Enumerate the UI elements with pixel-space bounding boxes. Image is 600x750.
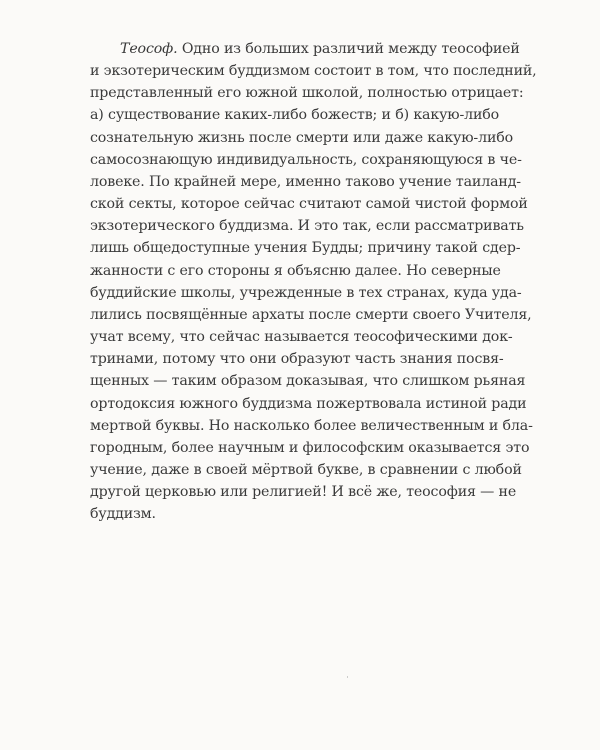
paragraph-line: а) существование каких-либо божеств; и б) какую-либо xyxy=(90,107,500,124)
paragraph-line: лились посвящённые архаты после смерти своего Учителя, xyxy=(90,306,532,323)
paragraph-line: щенных — таким образом доказывая, что слишком рьяная xyxy=(90,373,526,390)
paragraph-line: тринами, потому что они образуют часть знания посвя- xyxy=(90,351,504,368)
body-paragraph xyxy=(90,38,537,525)
print-mark xyxy=(347,676,348,678)
speaker-label: Теософ. xyxy=(120,41,178,57)
paragraph-line: другой церковью или религией! И всё же, теософия — не xyxy=(90,484,517,501)
paragraph-line: городным, более научным и философским оказывается это xyxy=(90,439,530,456)
paragraph-line-text: Одно из больших различий между теософией xyxy=(181,41,520,57)
paragraph-line: ловеке. По крайней мере, именно таково учение таиланд- xyxy=(90,173,521,190)
paragraph-line: сознательную жизнь после смерти или даже какую-либо xyxy=(90,129,514,146)
paragraph-line: буддизм. xyxy=(90,506,156,523)
paragraph-line: представленный его южной школой, полностью отрицает: xyxy=(90,85,524,102)
paragraph-line: учат всему, что сейчас называется теософическими док- xyxy=(90,329,513,346)
paragraph-line: самосознающую индивидуальность, сохраняющуюся в че- xyxy=(90,151,522,168)
paragraph-line: лишь общедоступные учения Будды; причину такой сдер- xyxy=(90,240,521,257)
paragraph-line: ортодоксия южного буддизма пожертвовала истиной ради xyxy=(90,395,527,412)
paragraph-line: ской секты, которое сейчас считают самой чистой формой xyxy=(90,196,528,213)
paragraph-line xyxy=(90,38,520,60)
paragraph-line: буддийские школы, учрежденные в тех странах, куда уда- xyxy=(90,284,522,301)
paragraph-line: экзотерического буддизма. И это так, если рассматривать xyxy=(90,218,524,235)
paragraph-line: мертвой буквы. Но насколько более величественным и бла- xyxy=(90,417,533,434)
paragraph-line: учение, даже в своей мёртвой букве, в сравнении с любой xyxy=(90,461,522,478)
paragraph-line: жанности с его стороны я объясню далее. Но северные xyxy=(90,262,501,279)
paragraph-line: и экзотерическим буддизмом состоит в том, что последний, xyxy=(90,63,537,80)
